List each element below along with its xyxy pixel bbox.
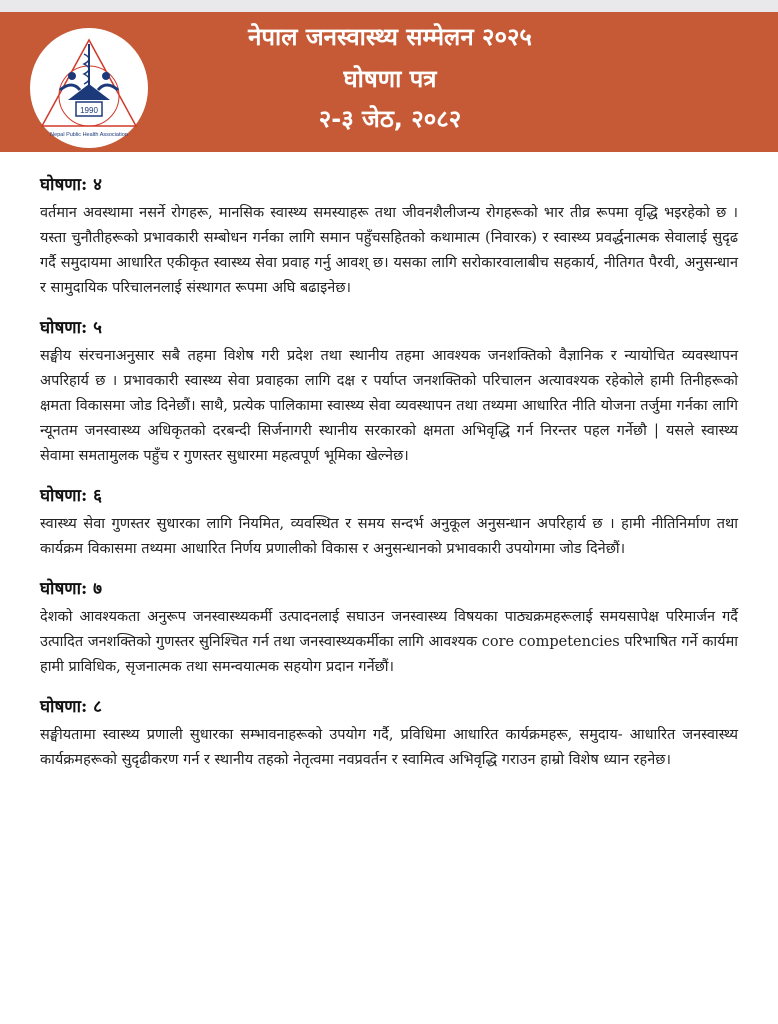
document-subtitle: घोषणा पत्र <box>343 65 437 93</box>
declaration-section <box>40 315 738 469</box>
section-text: सङ्घीय संरचनाअनुसार सबै तहमा विशेष गरी प्रदेश तथा स्थानीय तहमा आवश्यक जनशक्तिको वैज्ञानिक र न्यायोचित व्यवस्थापन अपरिहार्य छ । प्रभावकारी स्वास्थ्य सेवा प्रवाहका लागि दक्ष र पर्याप्त जनशक्तिको परिचालन अत्यावश्यक रहेकोले हामी तिनीहरूको क्षमता विकासमा जोड दिनेछौं। साथै, प्रत्येक पालिकामा स्वास्थ्य सेवा व्यवस्थापन तथा तथ्यमा आधारित नीति योजना तर्जुमा गर्नका लागि न्यूनतम जनस्वास्थ्य अधिकृतको दरबन्दी सिर्जनागरी स्थानीय सरकारको क्षमता अभिवृद्धि गर्न निरन्तर पहल गर्नेछौ | यसले स्वास्थ्य सेवामा समतामुलक पहुँच र गुणस्तर सुधारमा महत्वपूर्ण भूमिका खेल्नेछ। <box>40 348 738 464</box>
section-heading: घोषणा: ८ <box>40 697 103 717</box>
svg-text:1990: 1990 <box>80 106 98 115</box>
declaration-section <box>40 694 738 773</box>
section-heading: घोषणा: ४ <box>40 175 103 195</box>
section-text: वर्तमान अवस्थामा नसर्ने रोगहरू, मानसिक स्वास्थ्य समस्याहरू तथा जीवनशैलीजन्य रोगहरूको भार तीव्र रूपमा वृद्धि भइरहेको छ । यस्ता चुनौतीहरूको प्रभावकारी सम्बोधन गर्नका लागि समान पहुँचसहितको कथामात्म (निवारक) र स्वास्थ्य प्रवर्द्धनात्मक सेवालाई सुदृढ गर्दै समुदायमा आधारित एकीकृत स्वास्थ्य सेवा प्रवाह गर्नु आवश् छ। यसका लागि सरोकारवालाबीच सहकार्य, नीतिगत पैरवी, अनुसन्धान र सामुदायिक परिचालनलाई संस्थागत रूपमा अघि बढाइनेछ। <box>40 205 738 296</box>
header-banner <box>0 12 778 152</box>
section-heading: घोषणा: ७ <box>40 579 103 599</box>
conference-title: नेपाल जनस्वास्थ्य सम्मेलन २०२५ <box>248 23 532 51</box>
declaration-body <box>40 172 738 787</box>
section-heading: घोषणा: ६ <box>40 486 103 506</box>
npha-logo <box>30 28 148 148</box>
svg-text:Nepal Public Health Associatio: Nepal Public Health Association <box>50 132 128 138</box>
section-heading: घोषणा: ५ <box>40 318 103 338</box>
section-text: देशको आवश्यकता अनुरूप जनस्वास्थ्यकर्मी उत्पादनलाई सघाउन जनस्वास्थ्य विषयका पाठ्यक्रमहरूलाई समयसापेक्ष परिमार्जन गर्दै उत्पादित जनशक्तिको गुणस्तर सुनिश्चित गर्न तथा जनस्वास्थ्यकर्मीका लागि आवश्यक core competencies परिभाषित गर्ने कार्यमा हामी प्राविधिक, सृजनात्मक तथा समन्वयात्मक सहयोग प्रदान गर्नेछौं। <box>40 609 738 675</box>
section-text: स्वास्थ्य सेवा गुणस्तर सुधारका लागि नियमित, व्यवस्थित र समय सन्दर्भ अनुकूल अनुसन्धान अपरिहार्य छ । हामी नीतिनिर्माण तथा कार्यक्रम विकासमा तथ्यमा आधारित निर्णय प्रणालीको विकास र अनुसन्धानको प्रभावकारी उपयोगमा जोड दिनेछौं। <box>40 516 738 557</box>
section-text: सङ्घीयतामा स्वास्थ्य प्रणाली सुधारका सम्भावनाहरूको उपयोग गर्दै, प्रविधिमा आधारित कार्यक्रमहरू, समुदाय- आधारित जनस्वास्थ्य कार्यक्रमहरूको सुदृढीकरण गर्न र स्थानीय तहको नेतृत्वमा नवप्रवर्तन र स्वामित्व अभिवृद्धि गराउन हाम्रो विशेष ध्यान रहनेछ। <box>40 727 738 768</box>
declaration-section <box>40 576 738 680</box>
top-strip <box>0 0 778 12</box>
conference-date: २-३ जेठ, २०८२ <box>318 105 462 133</box>
declaration-section <box>40 172 738 301</box>
declaration-section <box>40 483 738 562</box>
